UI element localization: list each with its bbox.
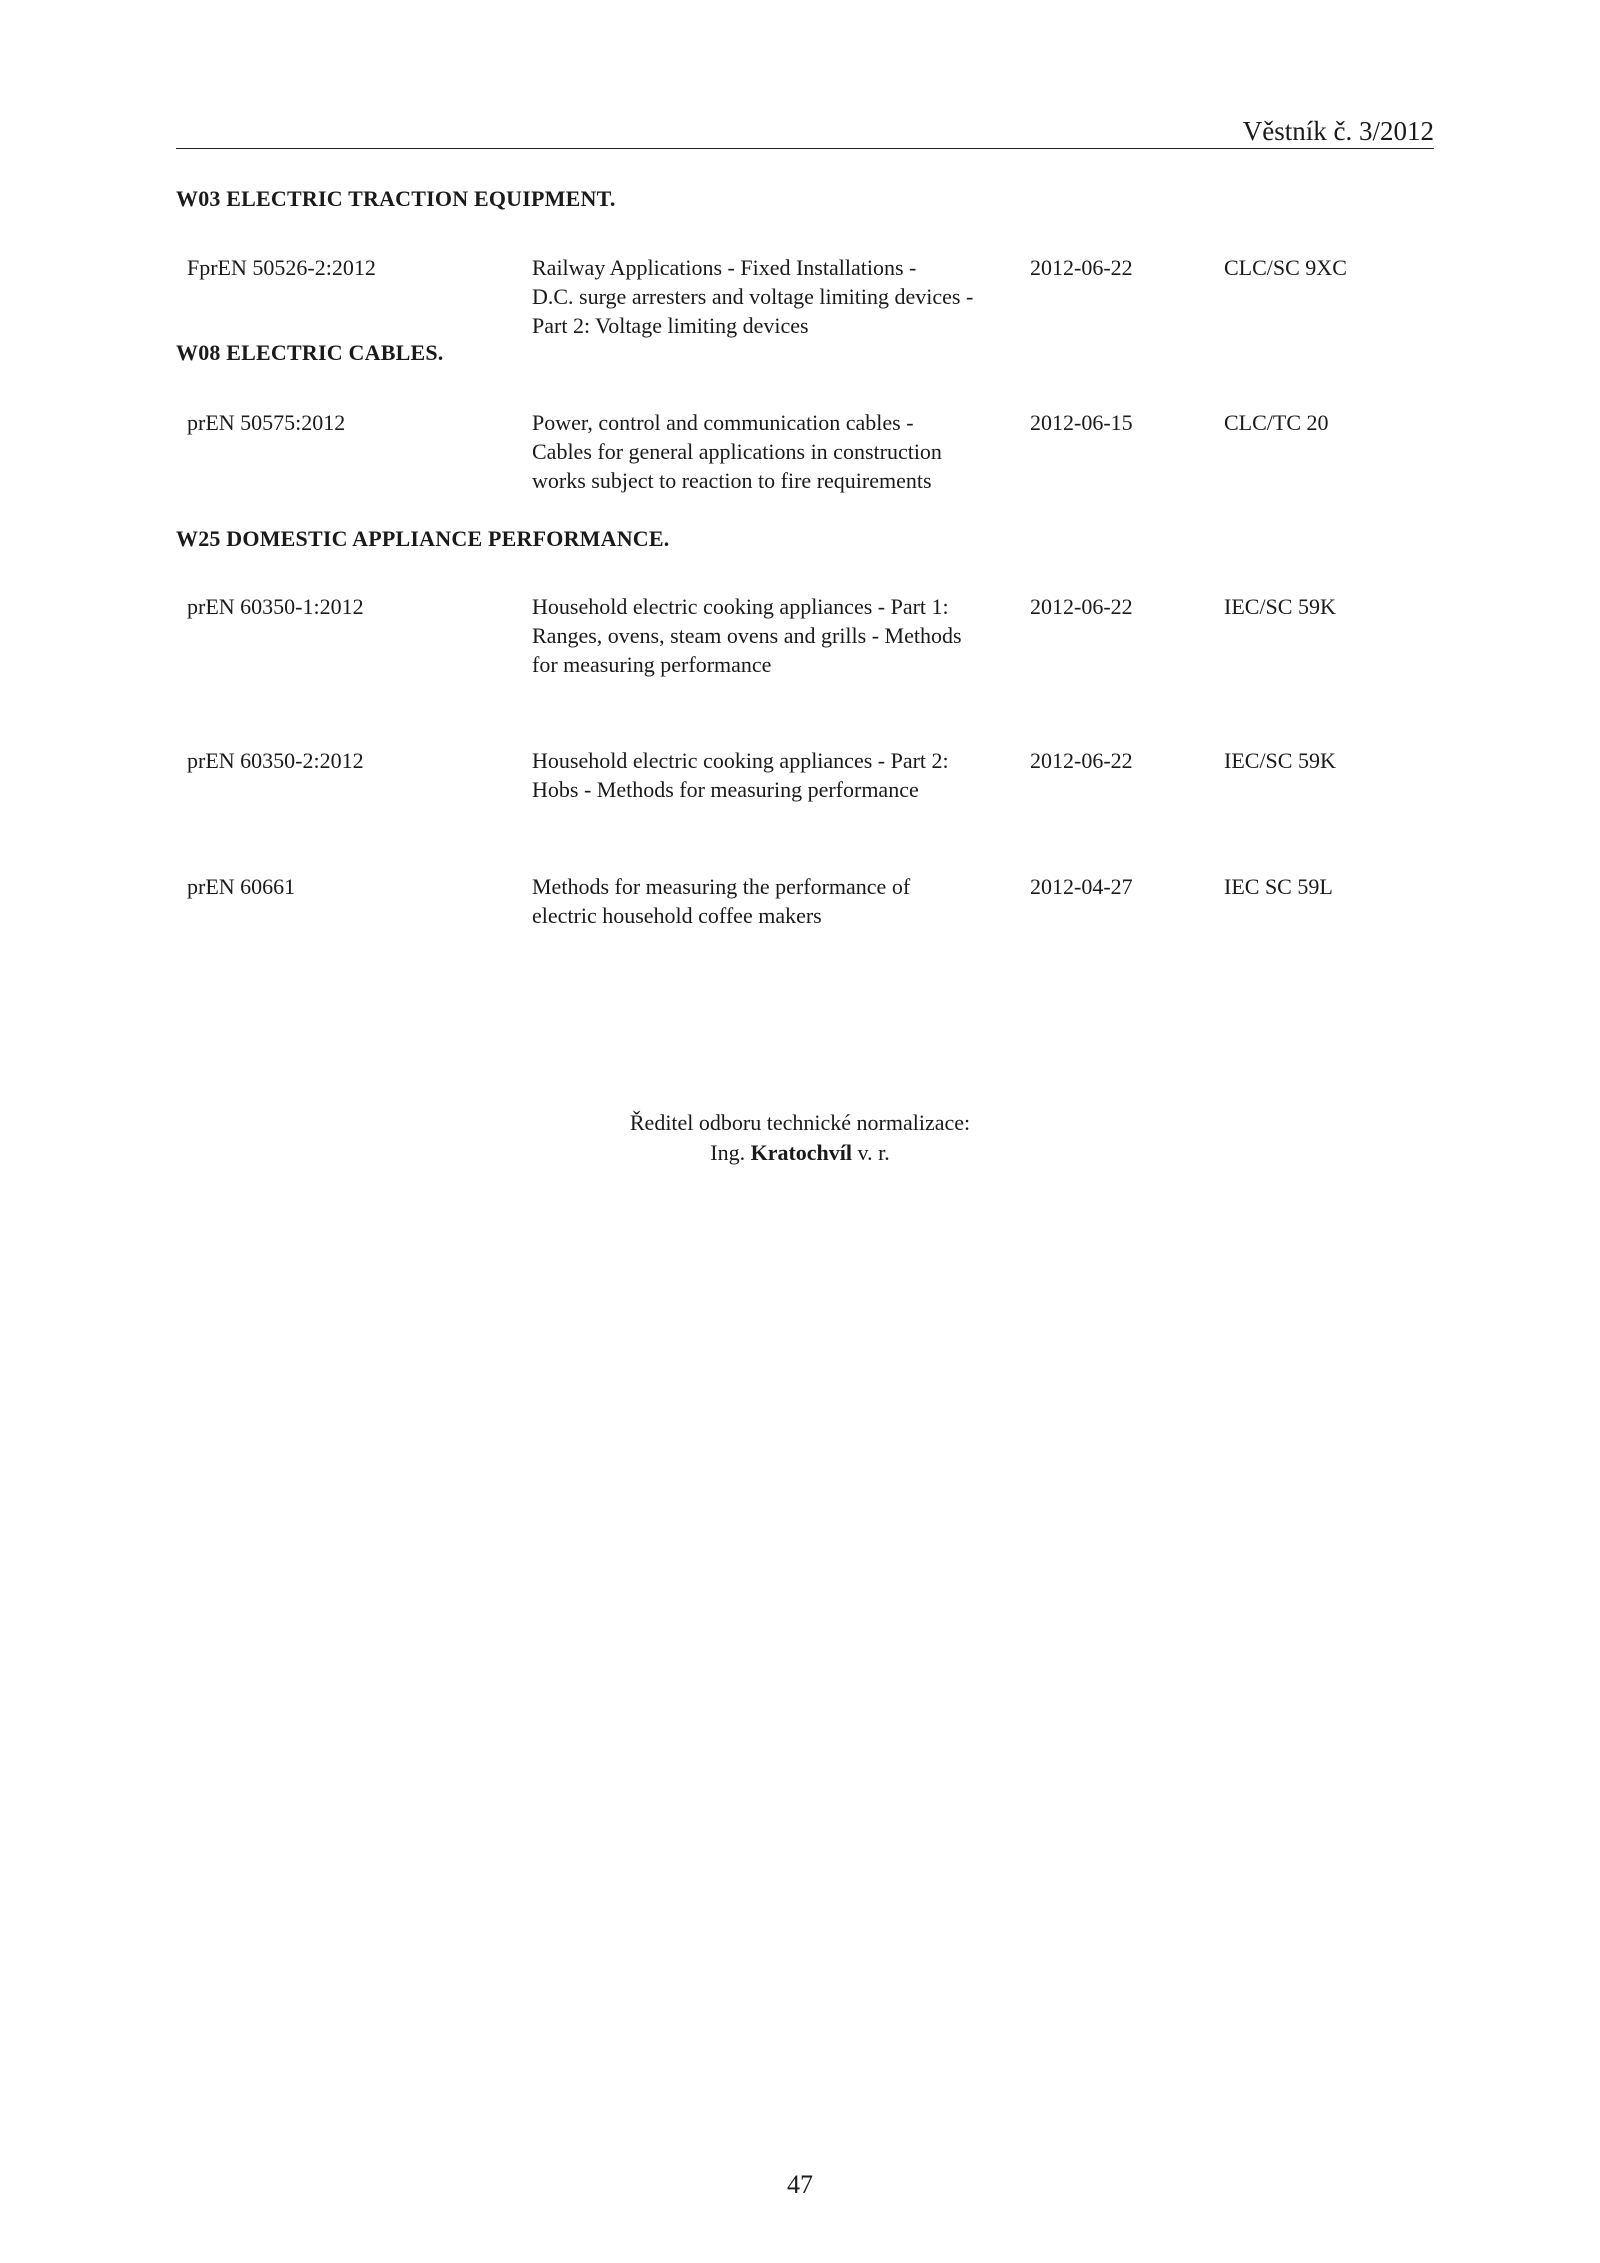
title-line: Household electric cooking appliances - Part 2:	[532, 748, 949, 773]
committee-code: CLC/TC 20	[1224, 410, 1329, 435]
title-line: Cables for general applications in construction	[532, 439, 942, 464]
standard-title	[532, 872, 1022, 930]
title-line: for measuring performance	[532, 652, 772, 677]
standard-code: FprEN 50526-2:2012	[187, 255, 376, 280]
section-heading-w25: W25 DOMESTIC APPLIANCE PERFORMANCE.	[176, 526, 670, 551]
deadline-date: 2012-06-22	[1030, 255, 1133, 280]
title-line: Household electric cooking appliances - Part 1:	[532, 594, 949, 619]
standard-code: prEN 60350-1:2012	[187, 594, 364, 619]
signature-prefix: Ing.	[710, 1140, 746, 1165]
standard-title	[532, 746, 1022, 804]
standard-code: prEN 60350-2:2012	[187, 748, 364, 773]
deadline-date: 2012-06-22	[1030, 748, 1133, 773]
signature-block	[0, 1108, 1600, 1168]
signature-role: Ředitel odboru technické normalizace:	[629, 1110, 971, 1135]
committee-code: IEC/SC 59K	[1224, 748, 1336, 773]
page-header	[176, 108, 1434, 149]
section-heading-w03: W03 ELECTRIC TRACTION EQUIPMENT.	[176, 186, 616, 211]
bulletin-title: Věstník č. 3/2012	[1242, 116, 1434, 146]
standard-title	[532, 592, 1022, 679]
title-line: Hobs - Methods for measuring performance	[532, 777, 919, 802]
section-heading-w08: W08 ELECTRIC CABLES.	[176, 340, 444, 365]
committee-code: CLC/SC 9XC	[1224, 255, 1347, 280]
page-number: 47	[787, 2170, 813, 2199]
standard-title	[532, 408, 1022, 495]
title-line: Ranges, ovens, steam ovens and grills - Methods	[532, 623, 962, 648]
title-line: Railway Applications - Fixed Installations -	[532, 255, 917, 280]
deadline-date: 2012-04-27	[1030, 874, 1133, 899]
committee-code: IEC/SC 59K	[1224, 594, 1336, 619]
committee-code: IEC SC 59L	[1224, 874, 1333, 899]
title-line: electric household coffee makers	[532, 903, 822, 928]
title-line: works subject to reaction to fire requirements	[532, 468, 932, 493]
signature-suffix: v. r.	[857, 1140, 890, 1165]
standard-code: prEN 50575:2012	[187, 410, 346, 435]
title-line: D.C. surge arresters and voltage limiting devices -	[532, 284, 974, 309]
deadline-date: 2012-06-15	[1030, 410, 1133, 435]
title-line: Methods for measuring the performance of	[532, 874, 911, 899]
standard-code: prEN 60661	[187, 874, 296, 899]
signature-line	[0, 1138, 1600, 1168]
standard-title	[532, 253, 1022, 340]
deadline-date: 2012-06-22	[1030, 594, 1133, 619]
title-line: Part 2: Voltage limiting devices	[532, 313, 809, 338]
signature-name: Kratochvíl	[750, 1140, 853, 1165]
title-line: Power, control and communication cables -	[532, 410, 914, 435]
